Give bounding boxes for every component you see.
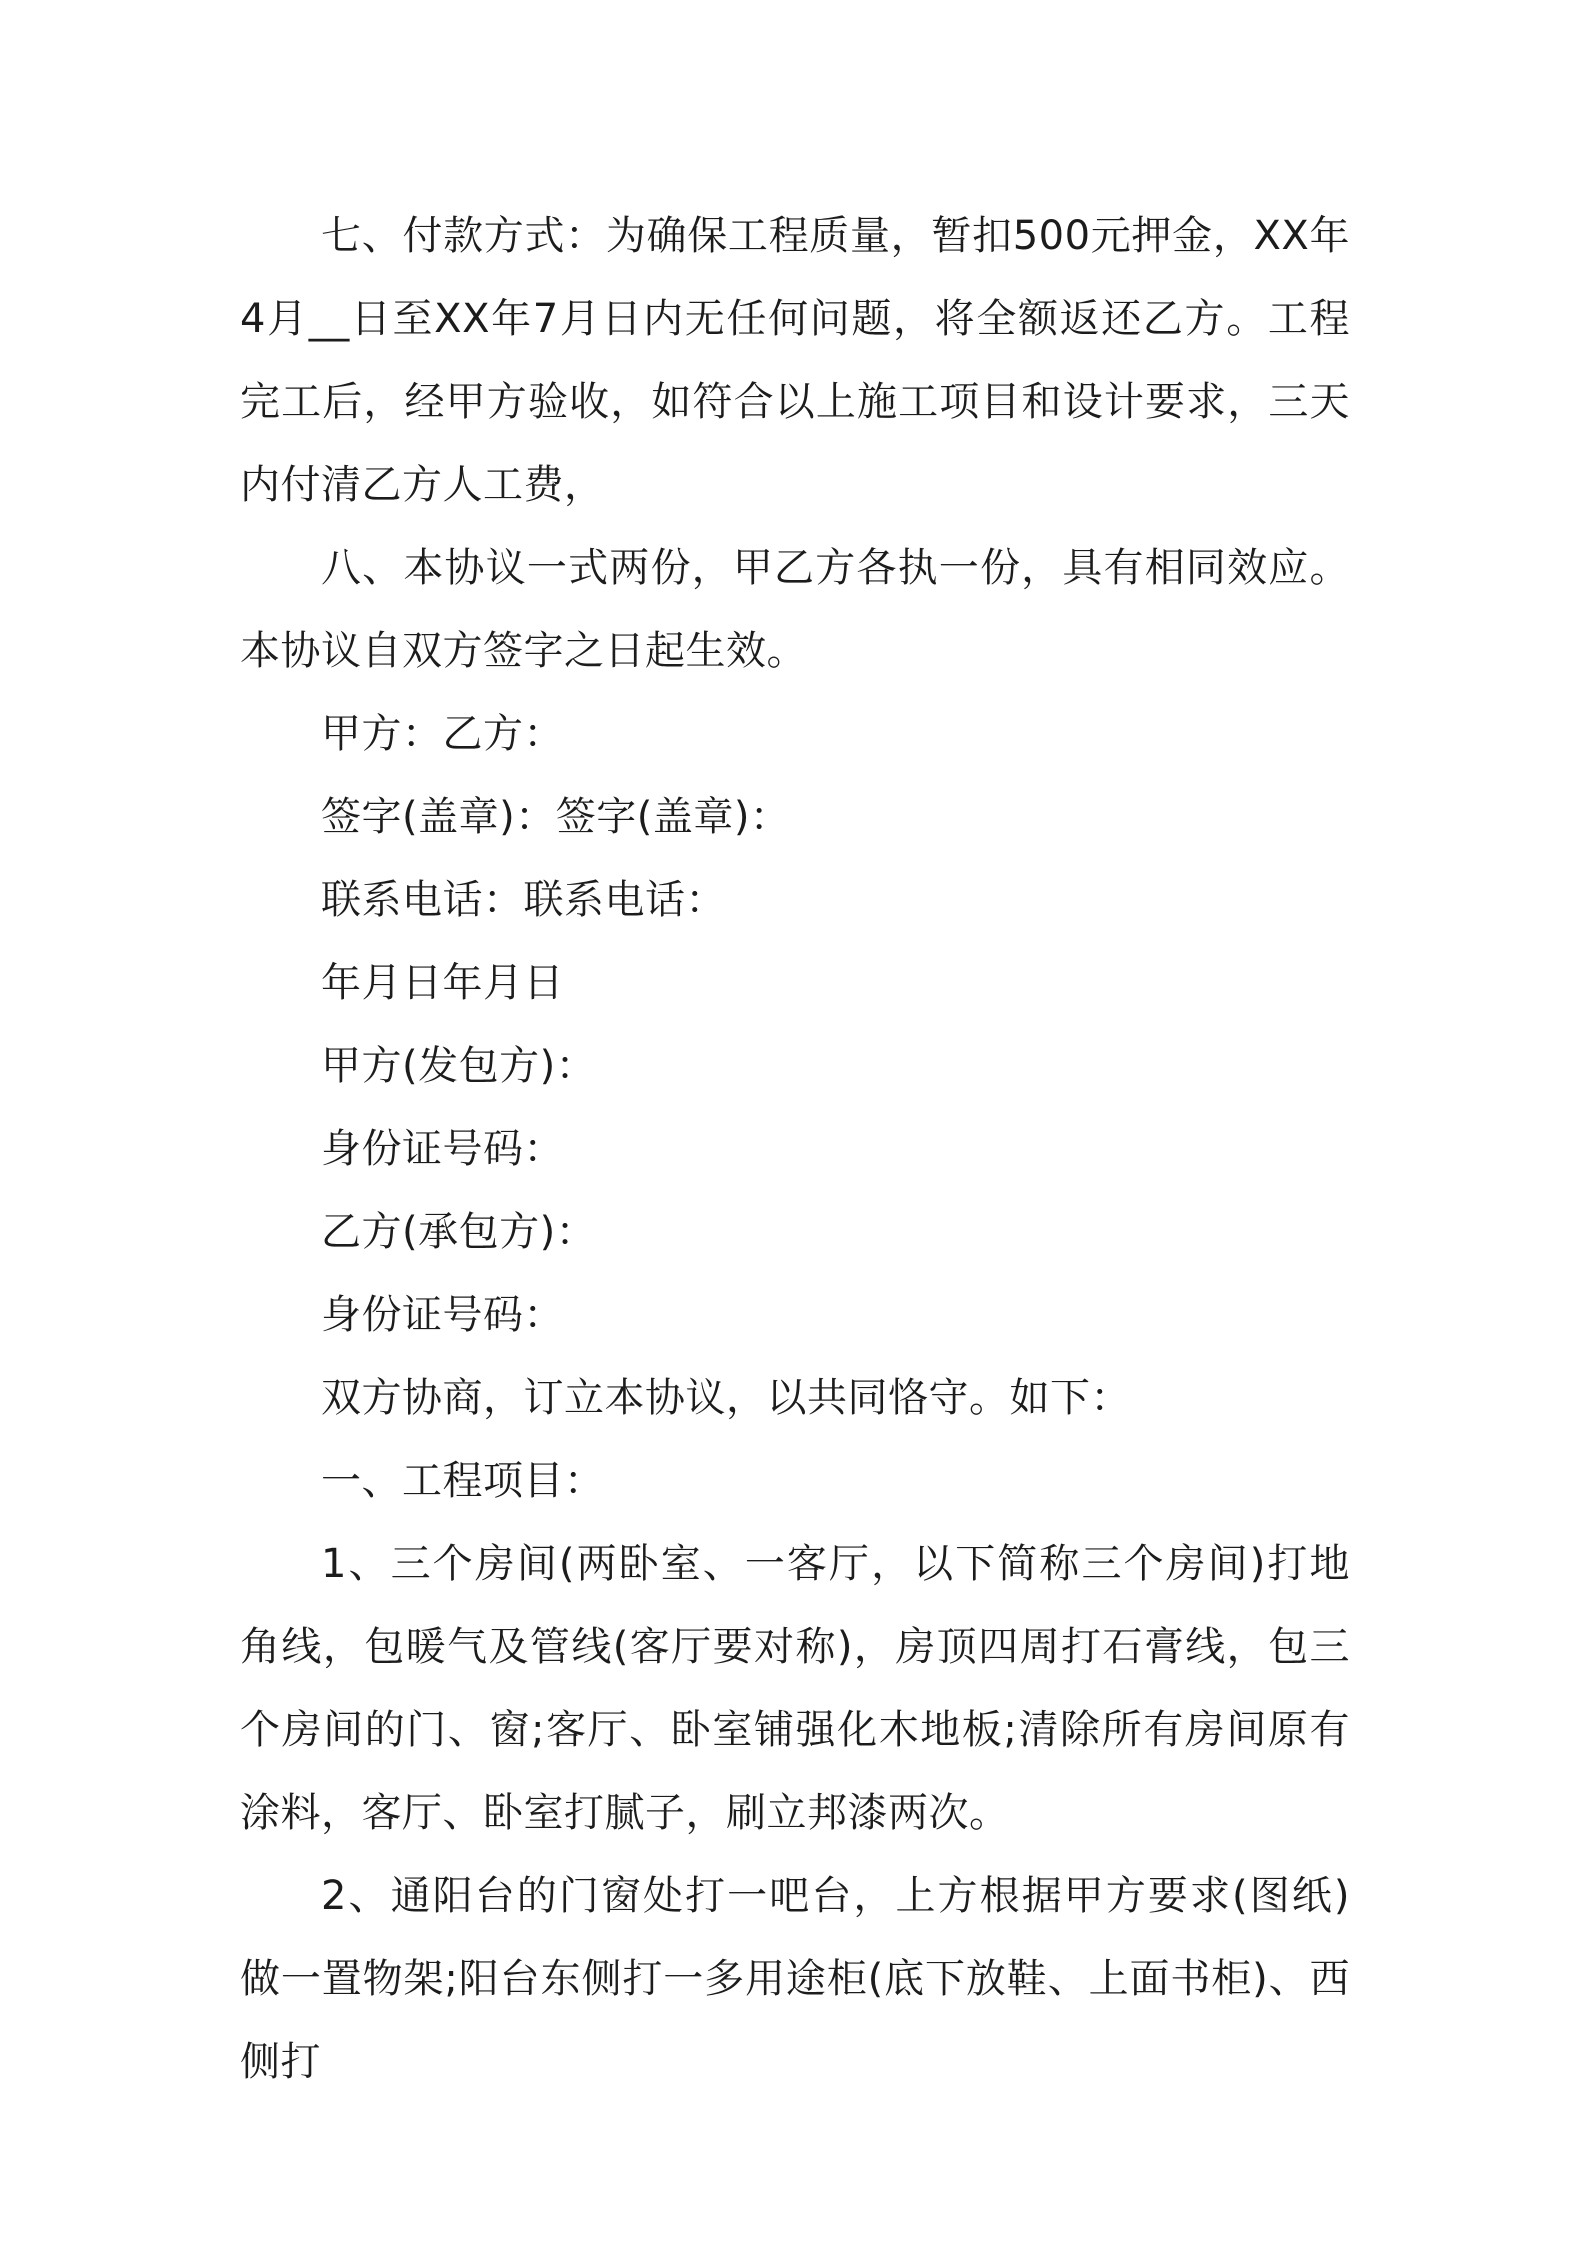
payment-terms-paragraph: 七、付款方式：为确保工程质量，暂扣500元押金，XX年4月__日至XX年7月日内无任何问题，将全额返还乙方。工程完工后，经甲方验收，如符合以上施工项目和设计要求，三天内付清乙方人工费， [240,213,1350,508]
date-line: 年月日年月日 [321,960,564,1006]
project-item-1: 1、三个房间(两卧室、一客厅，以下简称三个房间)打地角线，包暖气及管线(客厅要对称)，房顶四周打石膏线，包三个房间的门、窗;客厅、卧室铺强化木地板;清除所有房间原有涂料，客厅、卧室打腻子，刷立邦漆两次。 [240,1541,1350,1836]
party-a-id-number-line: 身份证号码： [321,1126,564,1172]
signature-seal-line: 签字(盖章)：签字(盖章)： [321,794,791,840]
party-b-id-number-line: 身份证号码： [321,1292,564,1338]
contact-phone-line: 联系电话：联系电话： [321,877,726,923]
party-a-employer-line: 甲方(发包方)： [321,1043,597,1089]
party-b-contractor-line: 乙方(承包方)： [321,1209,597,1255]
agreement-intro-line: 双方协商，订立本协议，以共同恪守。如下： [321,1375,1131,1421]
document-body [240,195,1350,2104]
section-heading-project-items: 一、工程项目： [321,1458,605,1504]
copies-clause-paragraph: 八、本协议一式两份，甲乙方各执一份，具有相同效应。本协议自双方签字之日起生效。 [240,545,1350,674]
party-line: 甲方：乙方： [321,711,564,757]
project-item-2: 2、通阳台的门窗处打一吧台，上方根据甲方要求(图纸)做一置物架;阳台东侧打一多用途柜(底下放鞋、上面书柜)、西侧打 [240,1873,1350,2085]
